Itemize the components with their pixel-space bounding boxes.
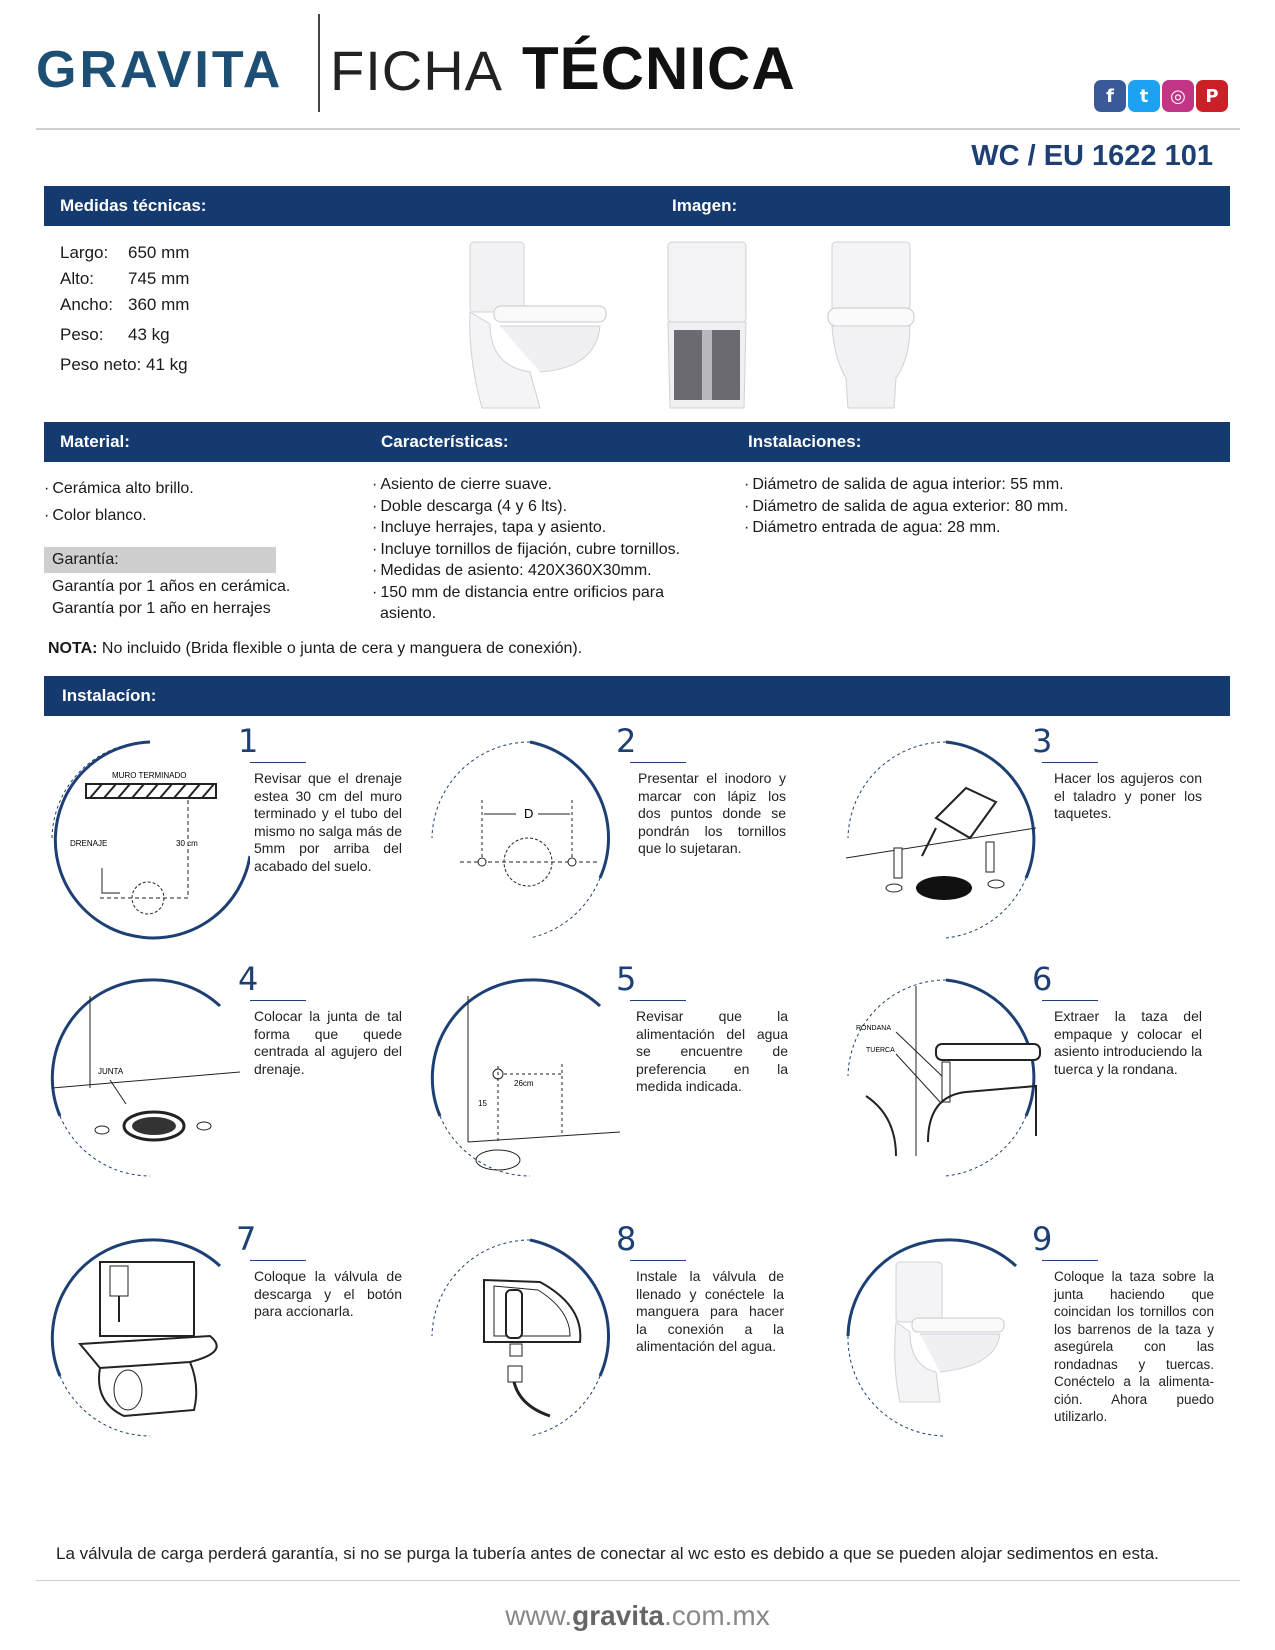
step-6-diagram (836, 966, 1046, 1194)
step-4-text: Colocar la junta de tal forma que quede centrada al agujero del drenaje. (254, 1008, 402, 1077)
garantia-list (52, 576, 290, 619)
caracteristicas-title: Características: (381, 432, 509, 451)
svg-text:26cm: 26cm (514, 1079, 534, 1088)
step-4 (40, 960, 420, 1206)
title-ficha: FICHA (330, 39, 503, 102)
nota (48, 640, 582, 658)
step-2-number: 2 (616, 722, 637, 760)
list-item: · Cerámica alto brillo. (44, 478, 194, 500)
list-item: Garantía por 1 año en herrajes (52, 599, 271, 617)
step-3 (836, 722, 1216, 968)
model-number: WC / EU 1622 101 (971, 140, 1213, 172)
svg-text:RONDANA: RONDANA (856, 1025, 892, 1032)
step-6-text: Extraer la taza del empaque y colocar el asiento introduciendo la tuerca y la rondana. (1054, 1008, 1202, 1077)
svg-text:30 cm: 30 cm (176, 839, 198, 848)
step-1 (40, 722, 420, 968)
svg-text:DRENAJE: DRENAJE (70, 839, 108, 848)
step-7-diagram (40, 1226, 250, 1454)
list-item: · Asiento de cierre suave. (372, 474, 722, 496)
svg-text:JUNTA: JUNTA (98, 1067, 124, 1076)
list-item: · 150 mm de distancia entre orificios para asiento. (372, 582, 700, 625)
list-item: · Incluye herrajes, tapa y asiento. (372, 517, 722, 539)
title-tecnica: TÉCNICA (522, 35, 796, 102)
step-2-diagram (420, 728, 630, 956)
brand-logo: GRAVITA (36, 41, 284, 99)
header-divider (318, 14, 320, 112)
step-8-number: 8 (616, 1220, 637, 1258)
step-1-text: Revisar que el drenaje estea 30 cm del muro terminado y el tubo del mismo no salga más de 5mm por arriba del acabado del suelo. (254, 770, 402, 874)
footer-note: La válvula de carga perderá garantía, si no se purga la tubería antes de conectar al wc esto es debido a que se pueden alojar sedimentos en esta. (56, 1544, 1159, 1563)
step-9-text: Coloque la taza sobre la junta haciendo que coincidan los tornillos con los barrenos de la taza y asegúrela con las rondadnas y tuercas. Conéctelo a la alimenta- ción. Ahora puedo utilizarlo. (1054, 1269, 1214, 1424)
section-bar-instalacion (44, 676, 1230, 716)
toilet-side-image (460, 238, 620, 412)
section-bar-material (44, 422, 1230, 462)
spec-row: Peso: 43 kg (60, 325, 170, 344)
list-item: · Incluye tornillos de fijación, cubre tornillos. (372, 539, 722, 561)
toilet-back-image (664, 238, 750, 412)
spec-row: Largo: 650 mm (60, 243, 190, 262)
list-item: Garantía por 1 años en cerámica. (52, 578, 291, 595)
list-item: · Diámetro entrada de agua: 28 mm. (744, 517, 1224, 539)
step-5 (420, 960, 800, 1206)
step-2 (420, 722, 800, 968)
step-3-text: Hacer los agujeros con el taladro y poner los taquetes. (1054, 770, 1202, 821)
list-item: · Diámetro de salida de agua interior: 55 mm. (744, 474, 1224, 496)
spec-row: Peso neto: 41 kg (60, 355, 188, 374)
step-1-number: 1 (238, 722, 259, 760)
instalacion-title: Instalacíon: (62, 686, 157, 705)
step-6-number: 6 (1032, 960, 1053, 998)
list-item: · Color blanco. (44, 505, 194, 527)
svg-text:15: 15 (478, 1099, 487, 1108)
imagen-title: Imagen: (672, 196, 738, 215)
instagram-icon[interactable]: ◎ (1162, 80, 1194, 112)
spec-row: Ancho: 360 mm (60, 295, 190, 314)
header-rule (36, 128, 1240, 130)
material-list (44, 478, 194, 526)
step-7-number: 7 (236, 1220, 257, 1258)
step-8-diagram (420, 1226, 630, 1454)
step-7-text: Coloque la válvula de descarga y el botón para accionarla. (254, 1268, 402, 1319)
step-5-number: 5 (616, 960, 637, 998)
footer-rule (36, 1580, 1240, 1581)
step-1-diagram (40, 728, 250, 956)
step-4-number: 4 (238, 960, 259, 998)
section-bar-medidas (44, 186, 1230, 226)
spec-row: Alto: 745 mm (60, 269, 190, 288)
step-2-text: Presentar el inodoro y marcar con lápiz los dos puntos donde se pondrán los tornillos que lo sujetaran. (638, 770, 786, 856)
medidas-title: Medidas técnicas: (60, 196, 207, 215)
specs-table (60, 240, 189, 378)
facebook-icon[interactable]: f (1094, 80, 1126, 112)
pinterest-icon[interactable]: P (1196, 80, 1228, 112)
instalaciones-list (744, 474, 1224, 539)
step-5-text: Revisar que la alimentación del agua se encuentre de preferencia en la medida indicada. (636, 1008, 788, 1094)
step-6 (836, 960, 1216, 1206)
material-title: Material: (60, 432, 130, 451)
step-8 (420, 1220, 800, 1466)
step-8-text: Instale la válvula de llenado y conéctele la manguera para hacer la conexión a la alimentación del agua. (636, 1268, 784, 1354)
step-9-diagram (836, 1226, 1046, 1454)
step-5-diagram (420, 966, 630, 1194)
garantia-title: Garantía: (44, 547, 276, 573)
step-4-diagram (40, 966, 250, 1194)
toilet-front-image (826, 238, 916, 412)
list-item: · Medidas de asiento: 420X360X30mm. (372, 560, 722, 582)
step-9-number: 9 (1032, 1220, 1053, 1258)
caracteristicas-list (372, 474, 722, 625)
svg-text:MURO TERMINADO: MURO TERMINADO (112, 771, 187, 780)
svg-text:TUERCA: TUERCA (866, 1047, 895, 1054)
step-3-diagram (836, 728, 1046, 956)
list-item: · Diámetro de salida de agua exterior: 80 mm. (744, 496, 1224, 518)
list-item: · Doble descarga (4 y 6 lts). (372, 496, 722, 518)
instalaciones-title: Instalaciones: (748, 432, 862, 451)
svg-text:D: D (524, 806, 534, 821)
step-7 (40, 1220, 420, 1466)
nota-label: NOTA: (48, 640, 98, 657)
step-9 (836, 1220, 1216, 1466)
social-icons (1094, 80, 1228, 112)
nota-text: No incluido (Brida flexible o junta de cera y manguera de conexión). (97, 640, 583, 657)
twitter-icon[interactable]: t (1128, 80, 1160, 112)
website-link[interactable]: www.gravita.com.mx (505, 1600, 770, 1631)
step-3-number: 3 (1032, 722, 1053, 760)
